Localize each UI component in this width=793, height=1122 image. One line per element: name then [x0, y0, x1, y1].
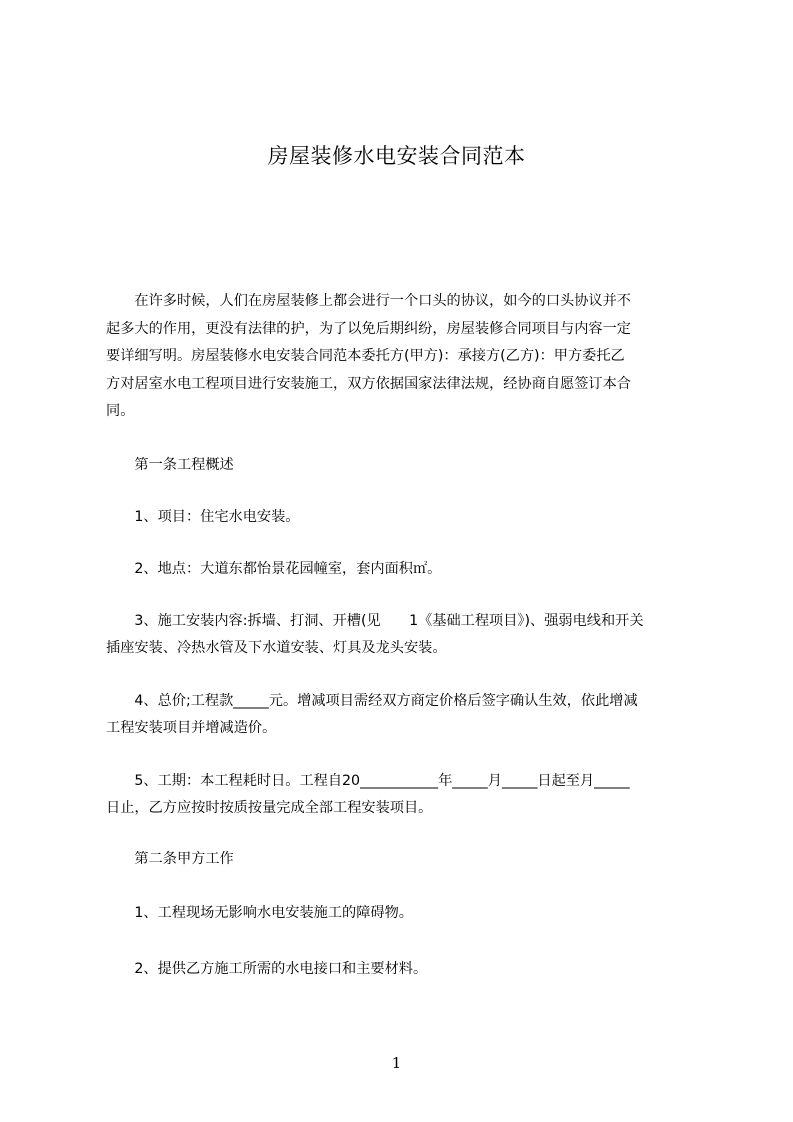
- section-1-item-5-line-2: 日止，乙方应按时按质按量完成全部工程安装项目。: [106, 800, 433, 816]
- section-1-item-3-line-1: 3、施工安装内容:拆墙、打洞、开槽(见 1《基础工程项目》)、强弱电线和开关: [106, 613, 644, 629]
- page-number: 1: [391, 1054, 402, 1072]
- section-1-heading: 第一条工程概述: [106, 457, 234, 473]
- intro-line-2: 起多大的作用，更没有法律的护，为了以免后期纠纷，房屋装修合同项目与内容一定: [106, 321, 631, 337]
- document-title: 房屋装修水电安装合同范本: [267, 144, 526, 168]
- section-1-item-2: 2、地点：大道东都怡景花园幢室，套内面积㎡。: [106, 561, 442, 577]
- intro-line-4: 方对居室水电工程项目进行安装施工，双方依据国家法律法规，经协商自愿签订本合: [106, 376, 631, 392]
- section-2-item-2: 2、提供乙方施工所需的水电接口和主要材料。: [106, 961, 428, 977]
- intro-line-1: 在许多时候，人们在房屋装修上都会进行一个口头的协议，如今的口头协议并不: [106, 293, 631, 309]
- section-1-item-3-line-2: 插座安装、冷热水管及下水道安装、灯具及龙头安装。: [106, 640, 447, 656]
- section-2-heading: 第二条甲方工作: [106, 851, 234, 867]
- section-1-item-1: 1、项目：住宅水电安装。: [106, 509, 300, 525]
- section-1-item-5-line-1: 5、工期：本工程耗时日。工程自20___________年_____月_____日起至月_____: [106, 773, 630, 789]
- intro-line-5: 同。: [106, 403, 135, 419]
- intro-line-3: 要详细写明。房屋装修水电安装合同范本委托方(甲方)：承接方(乙方)：甲方委托乙: [106, 348, 625, 364]
- section-2-item-1: 1、工程现场无影响水电安装施工的障碍物。: [106, 905, 413, 921]
- section-1-item-4-line-2: 工程安装项目并增减造价。: [106, 720, 277, 736]
- section-1-item-4-line-1: 4、总价;工程款_____元。增减项目需经双方商定价格后签字确认生效，依此增减: [106, 693, 638, 709]
